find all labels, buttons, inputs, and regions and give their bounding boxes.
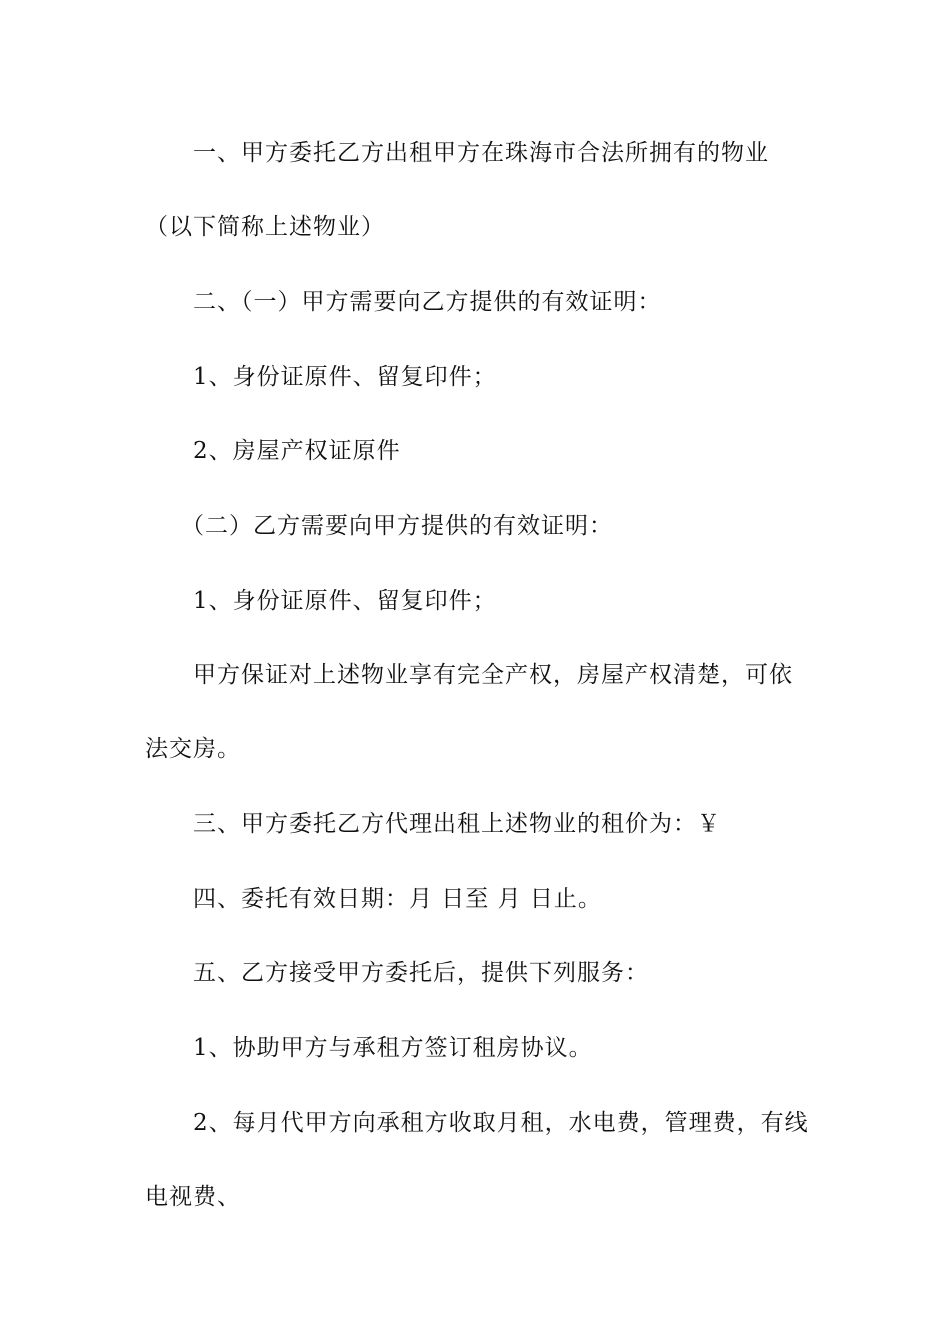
paragraph-line: （二）乙方需要向甲方提供的有效证明： — [181, 513, 613, 539]
paragraph-line: 五、乙方接受甲方委托后，提供下列服务： — [193, 960, 649, 986]
paragraph-line: 甲方保证对上述物业享有完全产权，房屋产权清楚，可依 — [193, 662, 793, 688]
paragraph-line: 三、甲方委托乙方代理出租上述物业的租价为：￥ — [193, 811, 721, 837]
paragraph-line: 2、每月代甲方向承租方收取月租，水电费，管理费，有线 — [193, 1110, 809, 1136]
paragraph-line: 1、身份证原件、留复印件； — [193, 588, 497, 614]
paragraph-line: 1、协助甲方与承租方签订租房协议。 — [193, 1035, 593, 1061]
paragraph-line: 2、房屋产权证原件 — [193, 438, 401, 464]
paragraph-line: 电视费、 — [145, 1184, 241, 1210]
paragraph-line: 法交房。 — [145, 736, 241, 762]
paragraph-line: 1、身份证原件、留复印件； — [193, 364, 497, 390]
paragraph-line: 四、委托有效日期：月 日至 月 日止。 — [193, 886, 602, 912]
paragraph-line: 二、（一）甲方需要向乙方提供的有效证明： — [193, 289, 662, 315]
paragraph-line: 一、甲方委托乙方出租甲方在珠海市合法所拥有的物业 — [193, 140, 769, 166]
paragraph-line: （以下简称上述物业） — [145, 214, 385, 240]
